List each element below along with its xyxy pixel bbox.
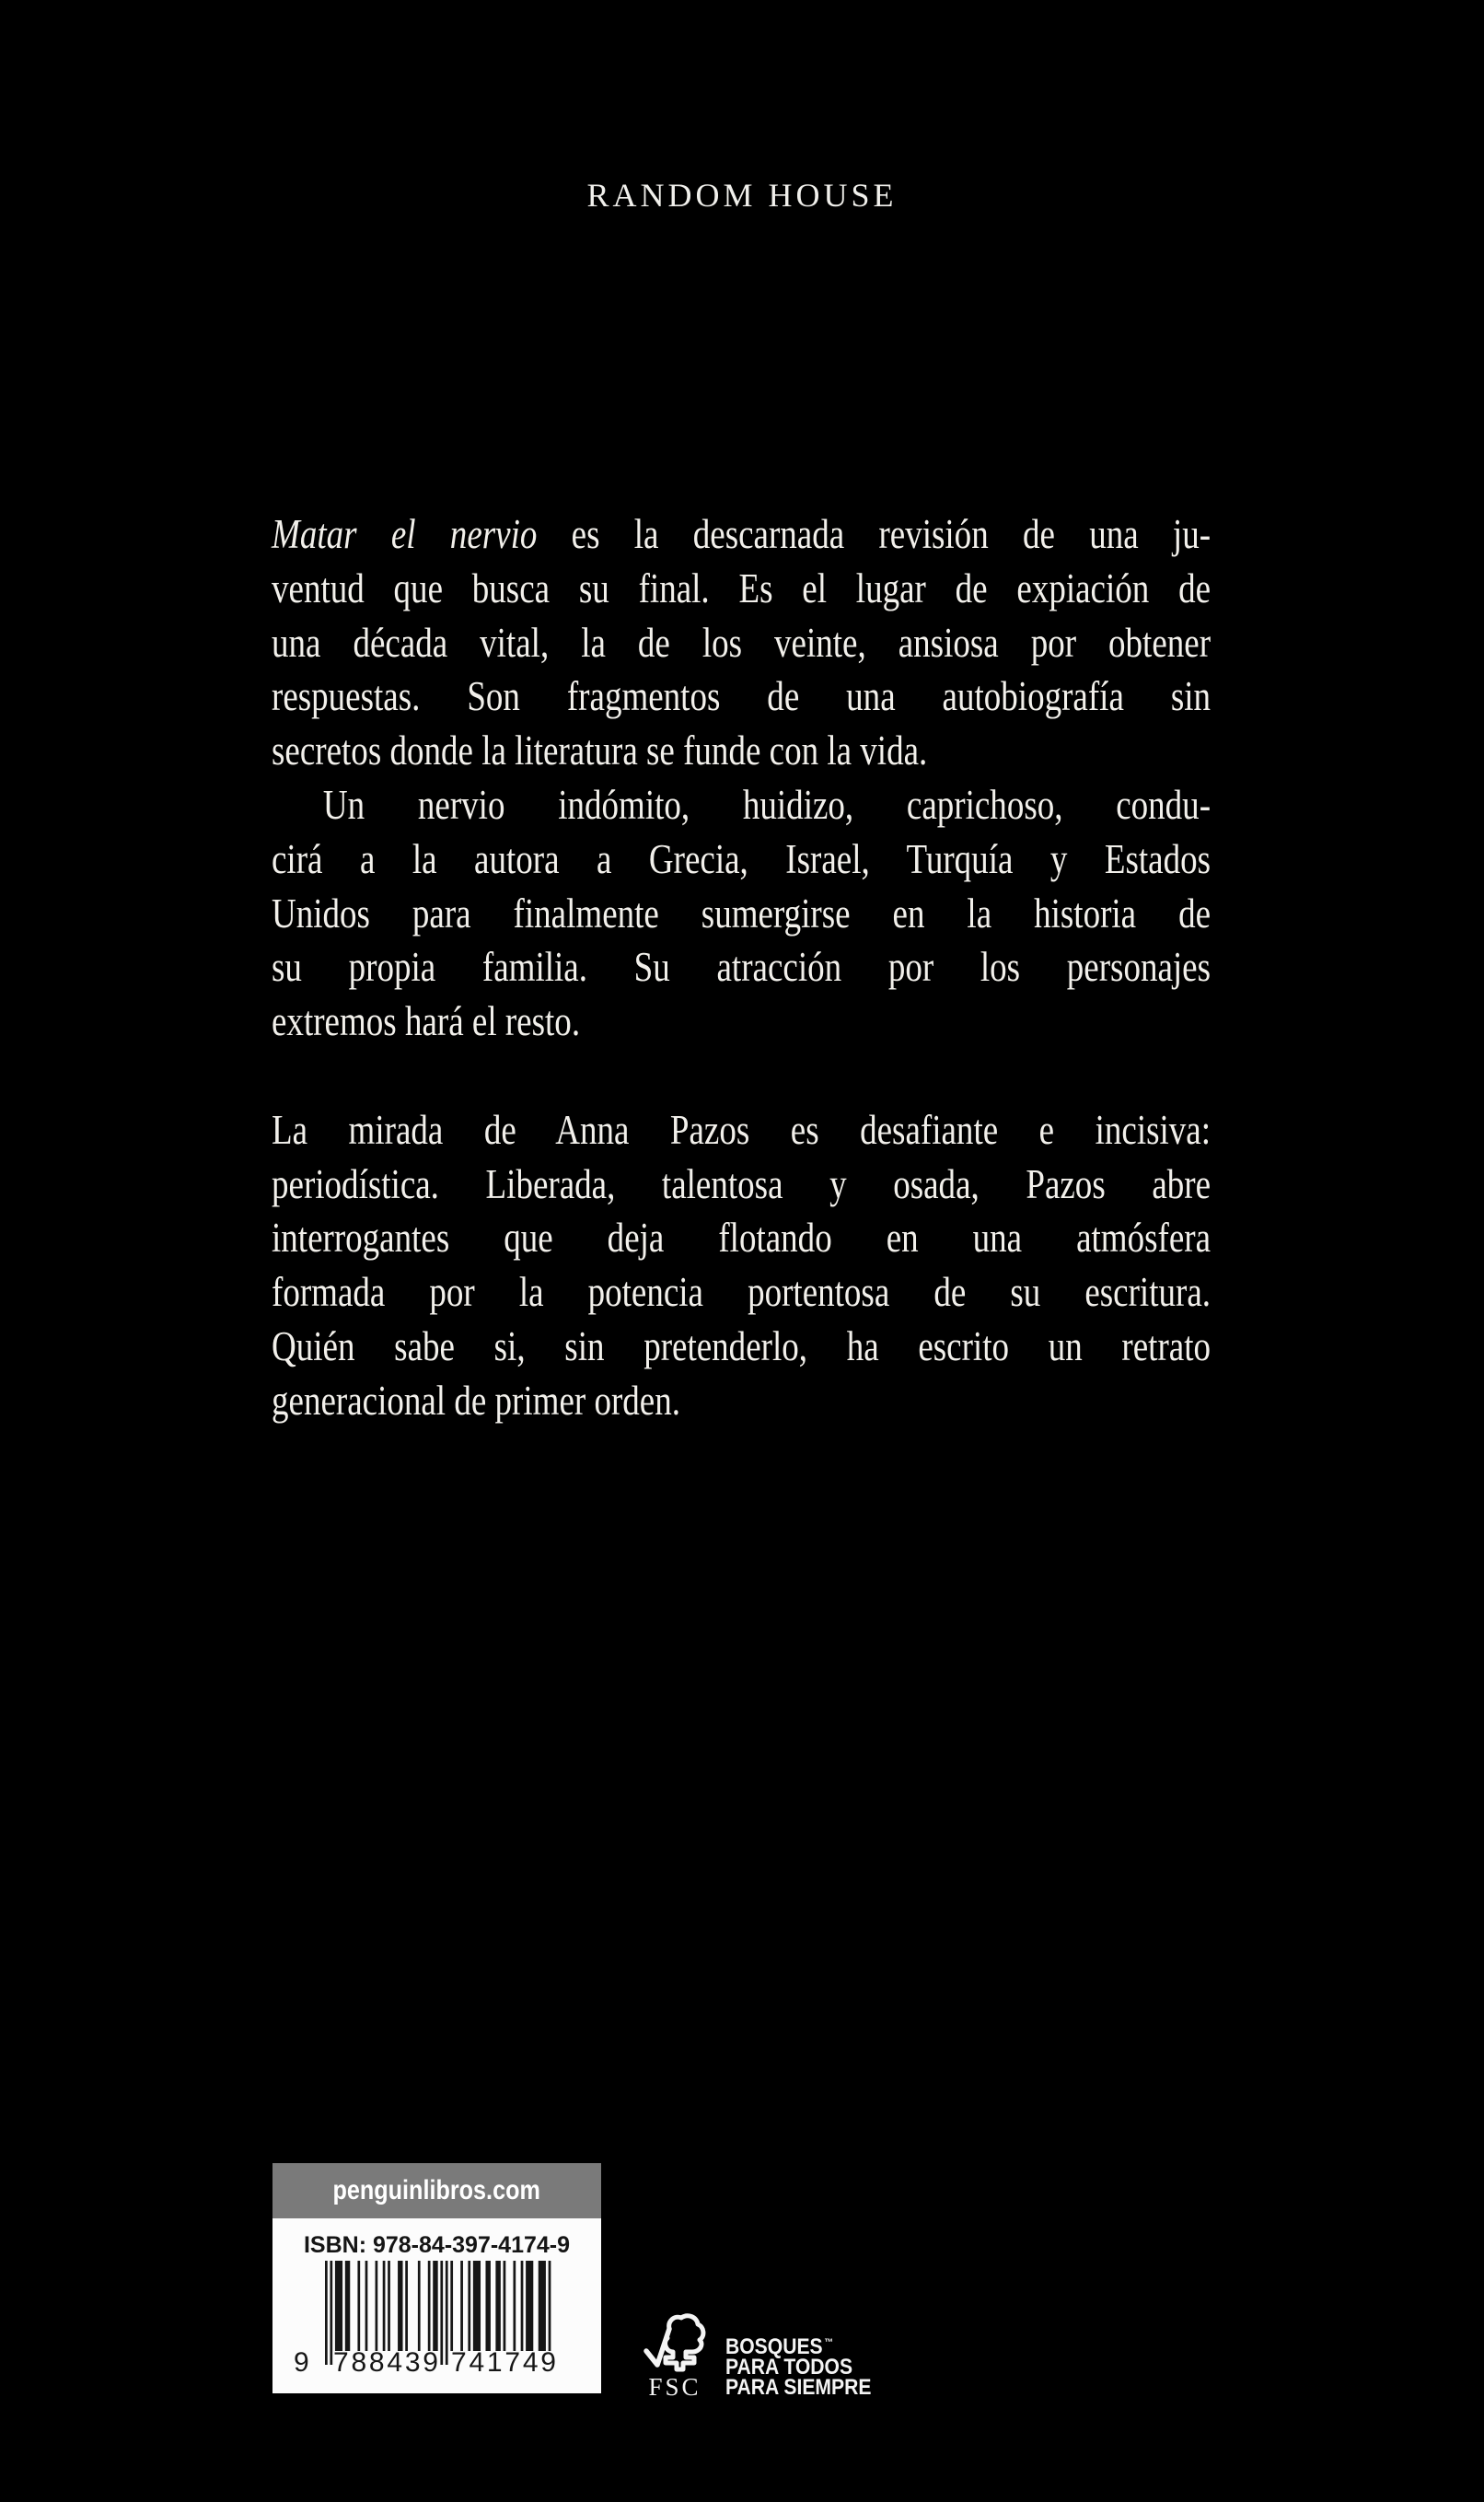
- blurb-line: Quién sabe si, sin pretenderlo, ha escrito un retrato: [272, 1322, 1212, 1369]
- blurb-line: extremos hará el resto.: [272, 998, 581, 1045]
- blurb-line: formada por la potencia portentosa de su escritura.: [272, 1269, 1212, 1316]
- fsc-certification-mark: [639, 2313, 891, 2402]
- fsc-tagline-text: BOSQUES: [725, 2334, 823, 2359]
- blurb-line: Un nervio indómito, huidizo, caprichoso, condu-: [322, 781, 1212, 828]
- blurb-paragraph: [272, 507, 1211, 778]
- barcode-digit: 7: [504, 2347, 521, 2378]
- fsc-tagline: [725, 2333, 891, 2402]
- blurb-paragraph: [272, 778, 1211, 1049]
- barcode-digit: 9: [540, 2347, 556, 2378]
- ean13-barcode: [294, 2261, 563, 2382]
- fsc-tagline-text: PARA TODOS: [725, 2354, 853, 2380]
- fsc-tagline-line: [725, 2374, 872, 2400]
- barcode-digit: 4: [469, 2347, 485, 2378]
- barcode-digit: 1: [486, 2347, 503, 2378]
- blurb-line: interrogantes que deja flotando en una atmósfera: [272, 1215, 1212, 1262]
- blurb-line: periodística. Liberada, talentosa y osada, Pazos abre: [272, 1160, 1212, 1207]
- barcode-lead-digit: 9: [294, 2347, 309, 2378]
- barcode-digit: 8: [368, 2347, 385, 2378]
- blurb-line: su propia familia. Su atracción por los personajes: [272, 944, 1212, 991]
- barcode-digit: 9: [423, 2347, 438, 2378]
- fsc-trademark-symbol: ™: [824, 2337, 834, 2348]
- barcode-digit: 4: [387, 2347, 403, 2378]
- barcode-digit: 8: [351, 2347, 367, 2378]
- blurb-line: ventud que busca su final. Es el lugar de expiación de: [272, 564, 1212, 611]
- blurb-line: Matar el nervio es la descarnada revisión de una ju-: [272, 511, 1212, 557]
- blurb-line: generacional de primer orden.: [272, 1377, 680, 1424]
- blurb-paragraph: [272, 1103, 1211, 1428]
- barcode-right-digits: [451, 2347, 556, 2379]
- barcode-digit: 4: [522, 2347, 539, 2378]
- blurb-line: respuestas. Son fragmentos de una autobiografía sin: [272, 673, 1212, 720]
- barcode-left-digits: [333, 2347, 438, 2379]
- website-banner: [272, 2163, 601, 2218]
- barcode-digit: 3: [404, 2347, 421, 2378]
- blurb-line: La mirada de Anna Pazos es desafiante e incisiva:: [272, 1106, 1212, 1153]
- blurb-line: secretos donde la literatura se funde con la vida.: [272, 727, 928, 774]
- barcode-digit: 7: [333, 2347, 349, 2378]
- blurb-line: cirá a la autora a Grecia, Israel, Turquía y Estados: [272, 835, 1212, 882]
- website-url: penguinlibros.com: [332, 2175, 541, 2205]
- barcode-digit: 7: [451, 2347, 467, 2378]
- fsc-tree-checkmark-icon: [643, 2313, 707, 2372]
- blurb-text-block: [272, 507, 1211, 1428]
- publisher-imprint: RANDOM HOUSE: [586, 177, 898, 214]
- blurb-line: una década vital, la de los veinte, ansiosa por obtener: [272, 619, 1212, 666]
- blurb-line: Unidos para finalmente sumergirse en la historia de: [272, 890, 1212, 937]
- fsc-logo-column: [639, 2313, 711, 2402]
- isbn-number: ISBN: 978-84-397-4174-9: [303, 2232, 571, 2258]
- fsc-tagline-text: PARA SIEMPRE: [725, 2374, 872, 2400]
- fsc-acronym: FSC: [648, 2373, 701, 2401]
- barcode-label: [272, 2163, 601, 2393]
